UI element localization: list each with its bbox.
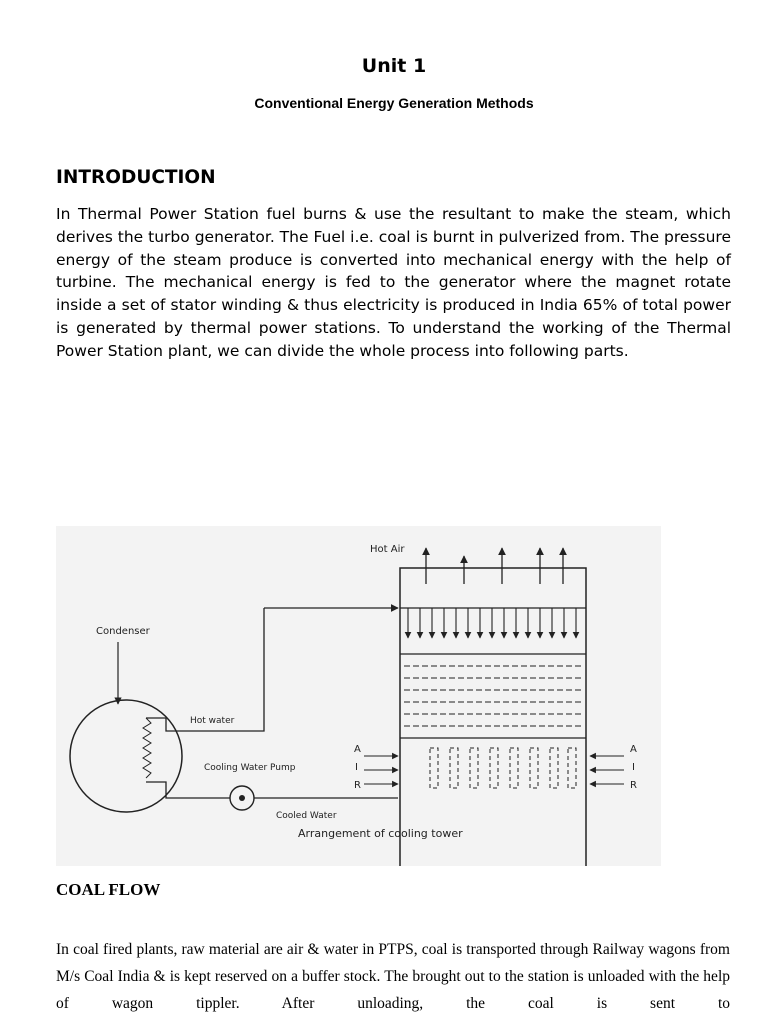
introduction-heading: INTRODUCTION	[56, 167, 216, 188]
fill-packing	[404, 666, 582, 726]
cooled-water-label: Cooled Water	[276, 811, 337, 821]
air-right-r: R	[630, 780, 637, 791]
cooling-tower-diagram	[56, 526, 661, 866]
cooling-tower-figure	[56, 526, 661, 866]
air-right-i: I	[632, 762, 635, 773]
air-right-a: A	[630, 744, 637, 755]
hot-air-arrows	[426, 548, 563, 584]
air-inlet-left-arrows	[364, 756, 398, 784]
air-louvres	[430, 748, 576, 788]
unit-title: Unit 1	[361, 55, 427, 77]
condenser-label: Condenser	[96, 626, 150, 637]
introduction-paragraph: In Thermal Power Station fuel burns & use the resultant to make the steam, which derives the turbo generator. The Fuel i.e. coal is burnt in pulverized from. The pressure energy of the steam produce is converted into mechanical energy with the help of turbine. The mechanical energy is fed to the generator where the magnet rotate inside a set of stator winding & thus electricity is produced in India 65% of total power is generated by thermal power stations. To understand the working of the Thermal Power Station plant, we can divide the whole process into following parts.	[56, 205, 731, 360]
hot-water-label: Hot water	[190, 716, 235, 726]
condenser-coil	[143, 718, 151, 778]
water-spray-arrows	[400, 608, 586, 638]
air-left-a: A	[354, 744, 361, 755]
cooling-water-pump-label: Cooling Water Pump	[204, 763, 296, 773]
cooling-tower-body	[400, 568, 586, 866]
air-left-r: R	[354, 780, 361, 791]
figure-caption: Arrangement of cooling tower	[298, 827, 463, 840]
air-left-i: I	[355, 762, 358, 773]
coal-flow-paragraph: In coal fired plants, raw material are air & water in PTPS, coal is transported through Railway wagons from M/s Coal India & is kept reserved on a buffer stock. The brought out to the station is unloaded with the help of wagon tippler. After unloading, the coal is sent to	[56, 941, 730, 1012]
hot-water-pipe	[146, 608, 398, 731]
air-inlet-right-arrows	[590, 756, 624, 784]
document-subtitle: Conventional Energy Generation Methods	[254, 95, 534, 111]
condenser-shell	[70, 700, 182, 812]
hot-air-label: Hot Air	[370, 544, 405, 555]
coal-flow-heading: COAL FLOW	[56, 880, 161, 899]
